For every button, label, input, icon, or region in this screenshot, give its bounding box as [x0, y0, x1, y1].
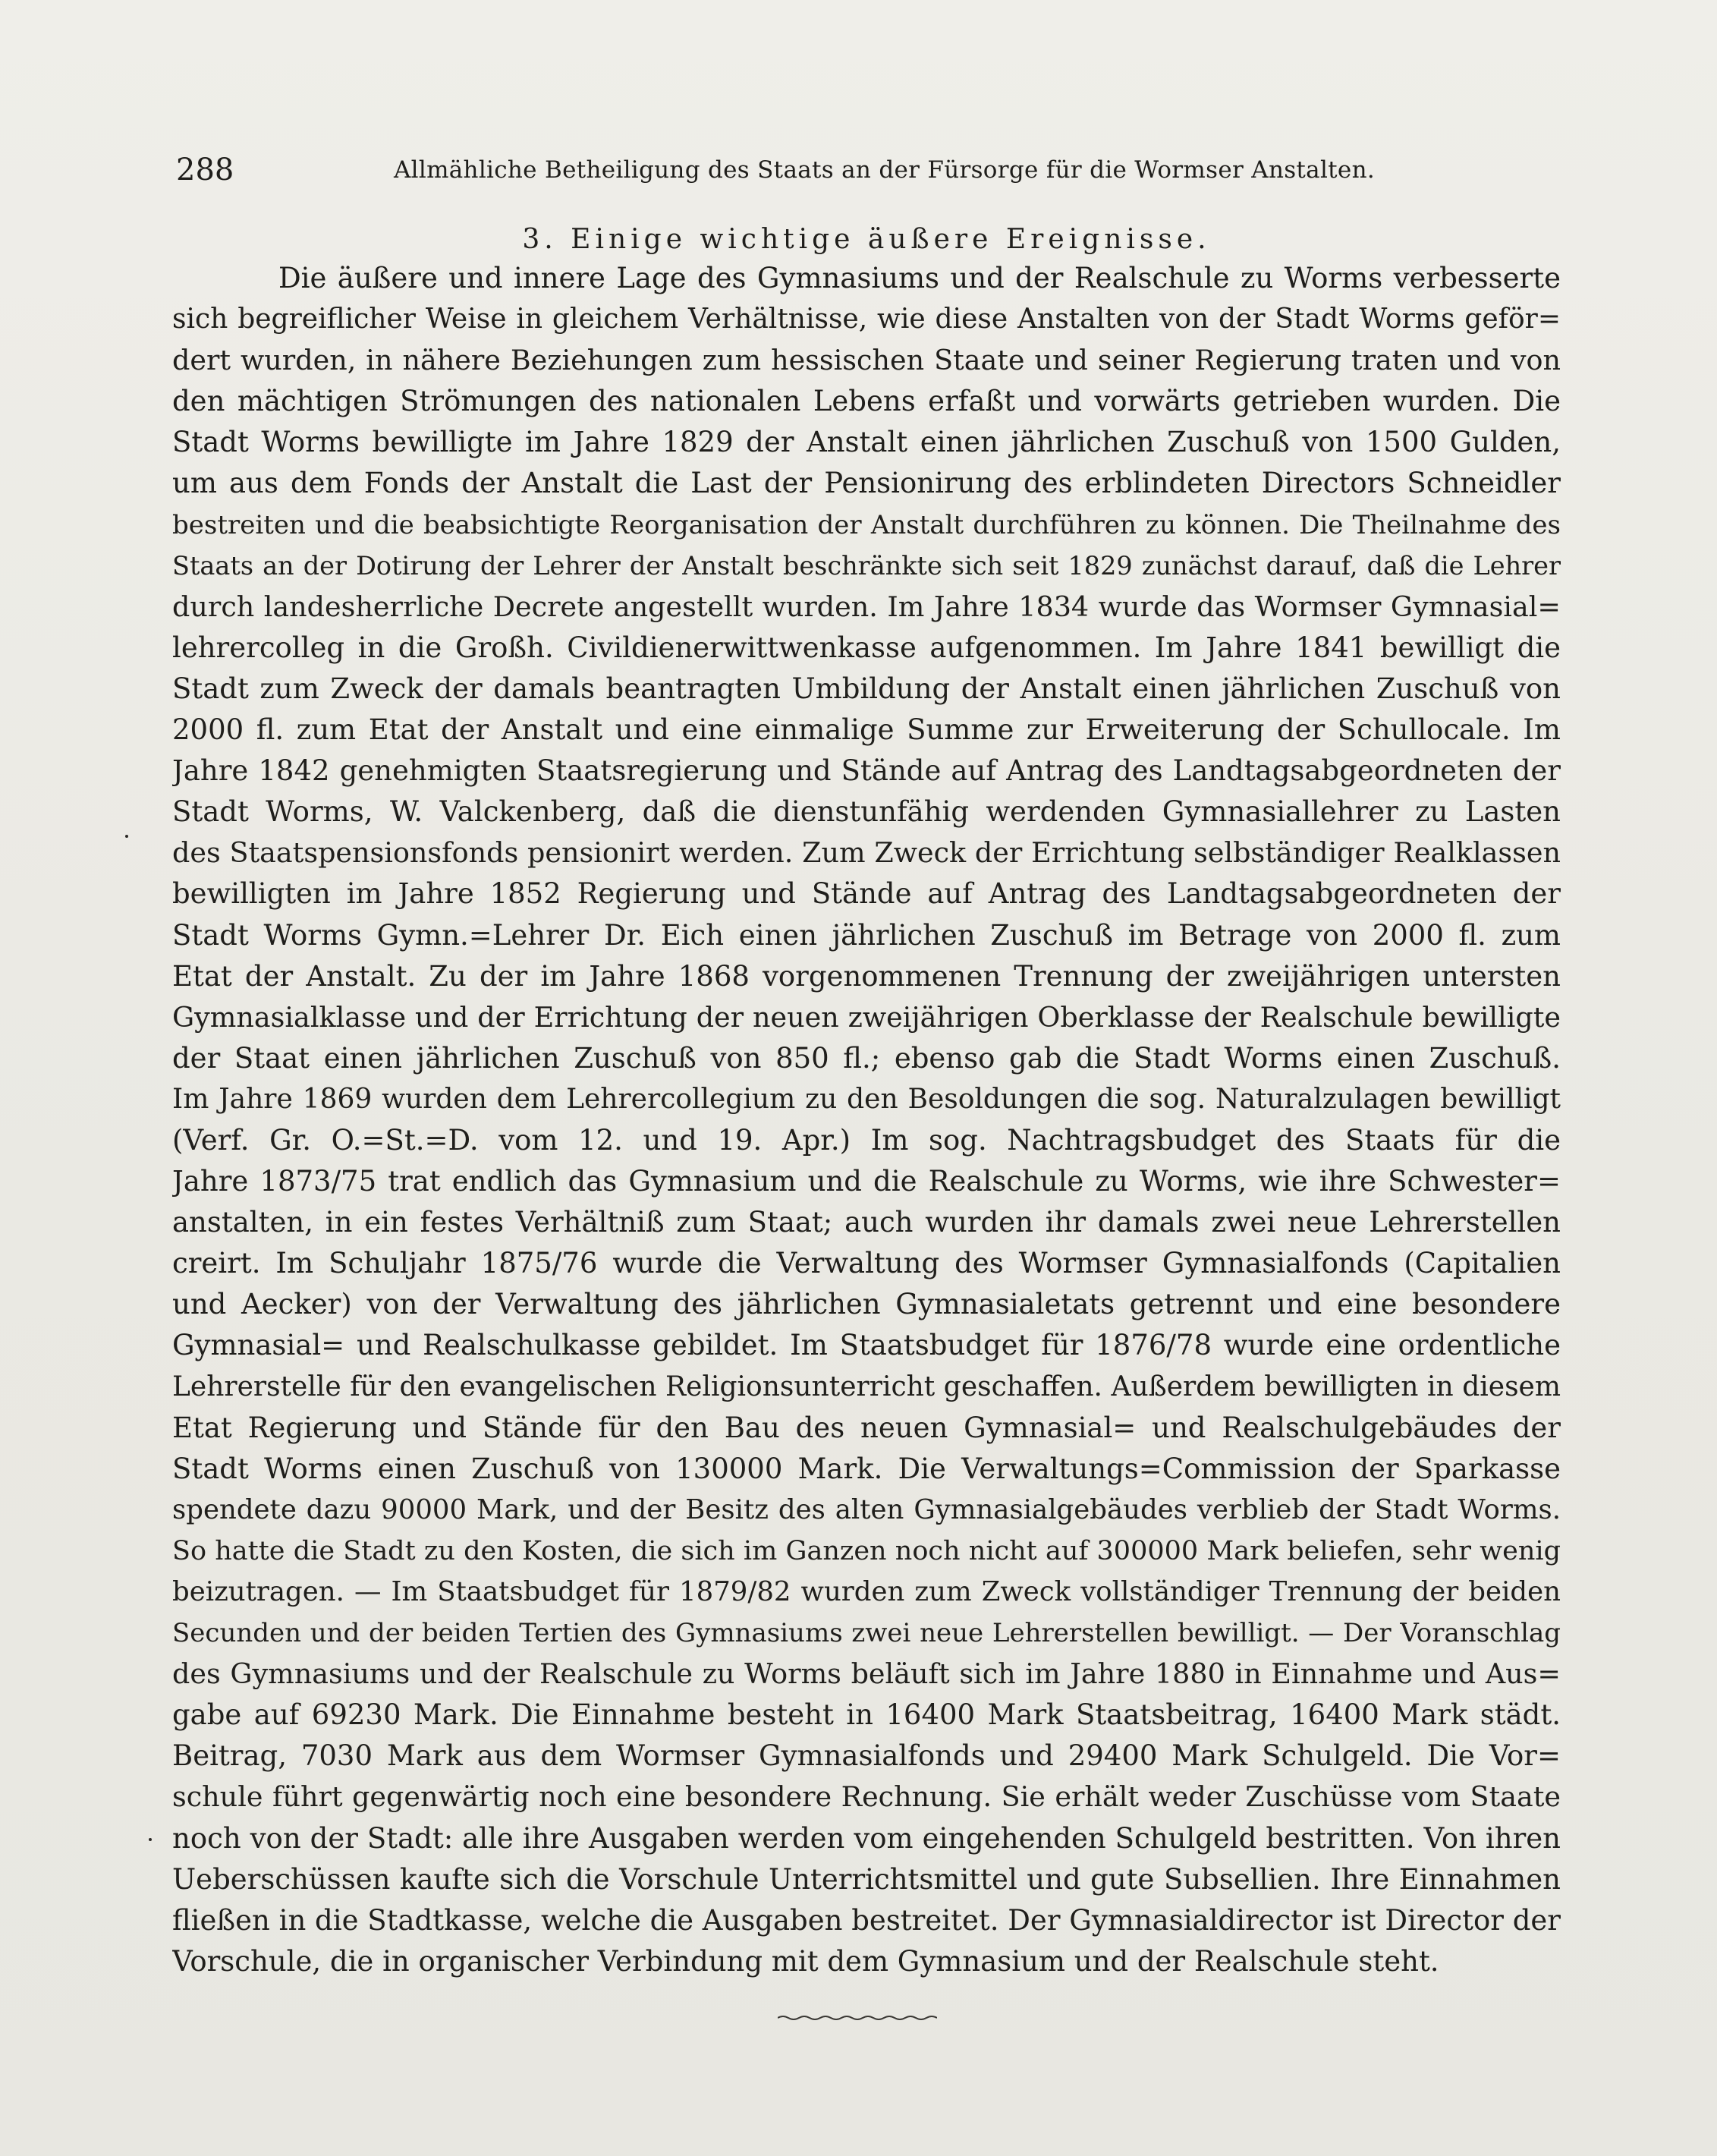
text-line: den mächtigen Strömungen des nationalen Lebens erfaßt und vorwärts getrieben wurden. Die [172, 385, 1561, 418]
page-number: 288 [176, 153, 234, 187]
text-line: Etat Regierung und Stände für den Bau des neuen Gymnasial= und Realschulgebäudes der [172, 1411, 1561, 1444]
text-line: lehrercolleg in die Großh. Civildienerwittwenkasse aufgenommen. Im Jahre 1841 bewilligt die [172, 631, 1561, 664]
text-line: dert wurden, in nähere Beziehungen zum hessischen Staate und seiner Regierung traten und von [172, 344, 1561, 377]
text-line: Secunden und der beiden Tertien des Gymnasiums zwei neue Lehrerstellen bewilligt. — Der Voranschlag [172, 1618, 1561, 1649]
text-line: Stadt Worms, W. Valckenberg, daß die dienstunfähig werdenden Gymnasiallehrer zu Lasten [172, 795, 1561, 829]
text-line: Stadt Worms Gymn.=Lehrer Dr. Eich einen jährlichen Zuschuß im Betrage von 2000 fl. zum [172, 918, 1561, 952]
text-line: Stadt zum Zweck der damals beantragten Umbildung der Anstalt einen jährlichen Zuschuß von [172, 672, 1561, 705]
text-line: Staats an der Dotirung der Lehrer der Anstalt beschränkte sich seit 1829 zunächst darauf, daß die Lehrer [172, 550, 1561, 581]
text-line: des Gymnasiums und der Realschule zu Worms beläuft sich im Jahre 1880 in Einnahme und Aus= [172, 1657, 1561, 1691]
text-line: spendete dazu 90000 Mark, und der Besitz des alten Gymnasialgebäudes verblieb der Stadt Worms. [172, 1493, 1561, 1525]
text-line: Jahre 1842 genehmigten Staatsregierung und Stände auf Antrag des Landtagsabgeordneten der [172, 754, 1561, 788]
text-line: Gymnasialklasse und der Errichtung der neuen zweijährigen Oberklasse der Realschule bewilligte [172, 1000, 1561, 1034]
text-line: Beitrag, 7030 Mark aus dem Wormser Gymnasialfonds und 29400 Mark Schulgeld. Die Vor= [172, 1739, 1561, 1773]
text-line: So hatte die Stadt zu den Kosten, die sich im Ganzen noch nicht auf 300000 Mark beliefen, sehr wenig [172, 1535, 1561, 1566]
text-line: bewilligten im Jahre 1852 Regierung und Stände auf Antrag des Landtagsabgeordneten der [172, 877, 1561, 911]
text-line: und Aecker) von der Verwaltung des jährlichen Gymnasialetats getrennt und eine besondere [172, 1288, 1561, 1321]
text-line: fließen in die Stadtkasse, welche die Ausgaben bestreitet. Der Gymnasialdirector ist Director der [172, 1903, 1561, 1937]
text-line: bestreiten und die beabsichtigte Reorganisation der Anstalt durchführen zu können. Die Theilnahme des [172, 509, 1561, 540]
wavy-rule-icon [778, 2015, 937, 2021]
text-line: sich begreiflicher Weise in gleichem Verhältnisse, wie diese Anstalten von der Stadt Worms geför= [172, 304, 1561, 335]
text-line: schule führt gegenwärtig noch eine besondere Rechnung. Sie erhält weder Zuschüsse vom Staate [172, 1780, 1561, 1814]
closing-ornament-rule [778, 2015, 937, 2021]
text-line: des Staatspensionsfonds pensionirt werden. Zum Zweck der Errichtung selbständiger Realklassen [172, 836, 1561, 870]
text-line: Jahre 1873/75 trat endlich das Gymnasium und die Realschule zu Worms, wie ihre Schwester= [172, 1165, 1561, 1198]
text-line: 2000 fl. zum Etat der Anstalt und eine einmalige Summe zur Erweiterung der Schullocale. Im [172, 713, 1561, 747]
text-line: Etat der Anstalt. Zu der im Jahre 1868 vorgenommenen Trennung der zweijährigen untersten [172, 959, 1561, 993]
print-speck [149, 1838, 152, 1841]
text-line: gabe auf 69230 Mark. Die Einnahme besteht in 16400 Mark Staatsbeitrag, 16400 Mark städt. [172, 1698, 1561, 1732]
text-line: durch landesherrliche Decrete angestellt wurden. Im Jahre 1834 wurde das Wormser Gymnasial= [172, 590, 1561, 623]
text-line: Gymnasial= und Realschulkasse gebildet. Im Staatsbudget für 1876/78 wurde eine ordentliche [172, 1329, 1561, 1362]
text-line: creirt. Im Schuljahr 1875/76 wurde die Verwaltung des Wormser Gymnasialfonds (Capitalien [172, 1247, 1561, 1280]
print-speck [125, 835, 128, 838]
text-line: Ueberschüssen kaufte sich die Vorschule Unterrichtsmittel und gute Subsellien. Ihre Einnahmen [172, 1862, 1561, 1896]
text-line: anstalten, in ein festes Verhältniß zum Staat; auch wurden ihr damals zwei neue Lehrerstellen [172, 1206, 1561, 1239]
text-line: Im Jahre 1869 wurden dem Lehrercollegium zu den Besoldungen die sog. Naturalzulagen bewilligt [172, 1083, 1561, 1115]
body-paragraph [172, 258, 1561, 1982]
text-line: Vorschule, die in organischer Verbindung mit dem Gymnasium und der Realschule steht. [172, 1944, 1439, 1978]
text-line: Lehrerstelle für den evangelischen Religionsunterricht geschaffen. Außerdem bewilligten in diesem [172, 1371, 1561, 1402]
running-head [176, 149, 1375, 194]
text-line: Die äußere und innere Lage des Gymnasiums und der Realschule zu Worms verbesserte [278, 262, 1561, 294]
text-line: um aus dem Fonds der Anstalt die Last der Pensionirung des erblindeten Directors Schneidler [172, 467, 1561, 500]
text-line: (Verf. Gr. O.=St.=D. vom 12. und 19. Apr.) Im sog. Nachtragsbudget des Staats für die [172, 1123, 1561, 1157]
text-line: Stadt Worms einen Zuschuß von 130000 Mark. Die Verwaltungs=Commission der Sparkasse [172, 1452, 1561, 1485]
text-line: beizutragen. — Im Staatsbudget für 1879/82 wurden zum Zweck vollständiger Trennung der beiden [172, 1576, 1561, 1607]
text-line: Stadt Worms bewilligte im Jahre 1829 der Anstalt einen jährlichen Zuschuß von 1500 Gulden, [172, 426, 1561, 459]
text-line: noch von der Stadt: alle ihre Ausgaben werden vom eingehenden Schulgeld bestritten. Von ihren [172, 1821, 1561, 1855]
running-title: Allmähliche Betheiligung des Staats an der Fürsorge für die Wormser Anstalten. [393, 156, 1375, 184]
text-line: der Staat einen jährlichen Zuschuß von 850 fl.; ebenso gab die Stadt Worms einen Zuschuß. [172, 1041, 1561, 1075]
section-heading: 3. Einige wichtige äußere Ereignisse. [522, 224, 1211, 255]
